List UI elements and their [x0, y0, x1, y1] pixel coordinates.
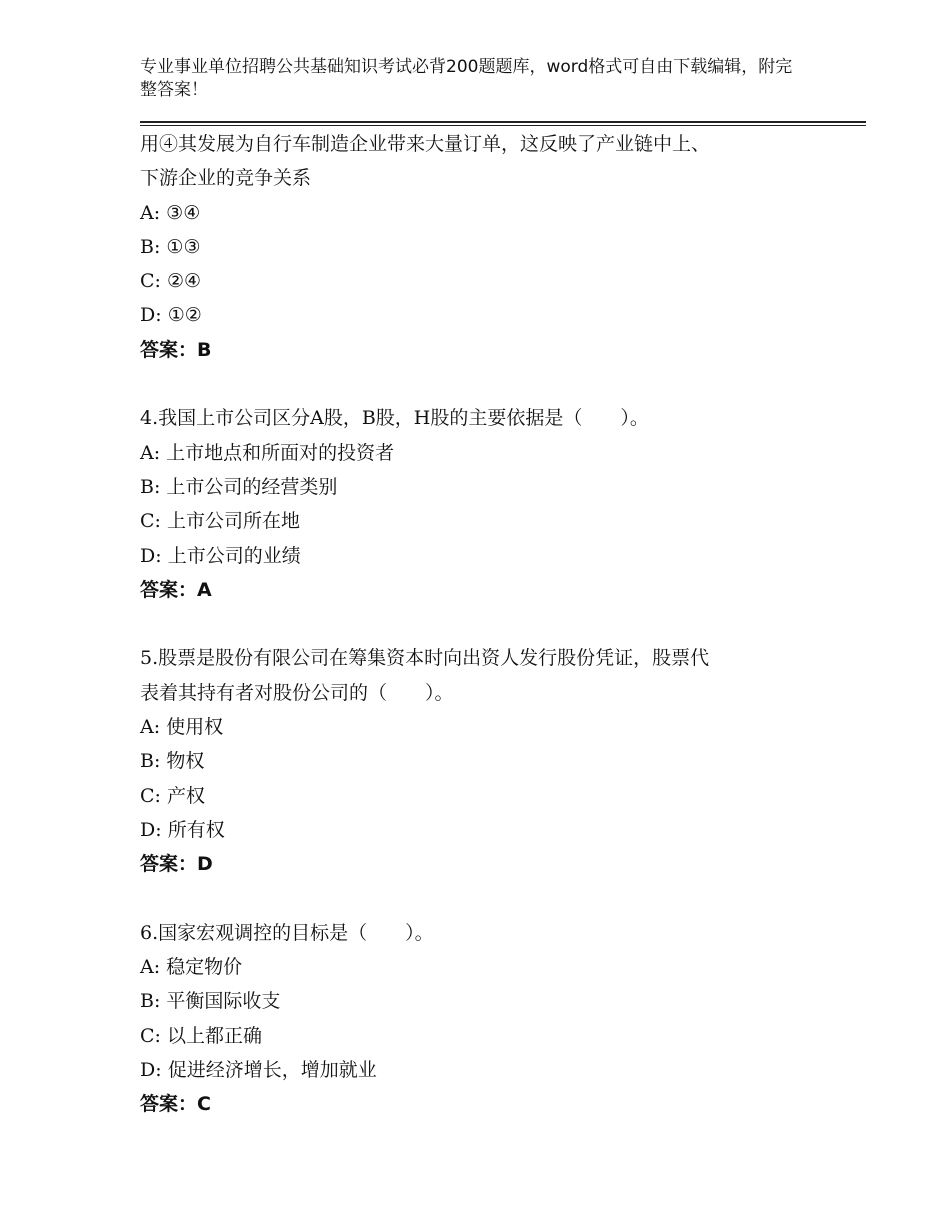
question-6-option-d [140, 1053, 840, 1087]
question-3-text-line-1: 用④其发展为自行车制造企业带来大量订单，这反映了产业链中上、 [140, 133, 711, 155]
option-text: 物权 [166, 750, 205, 773]
option-label: A: [140, 716, 161, 739]
option-label: C: [140, 1024, 161, 1047]
option-text: 上市公司的经营类别 [166, 475, 338, 498]
question-6-answer: 答案：C [140, 1093, 211, 1116]
option-label: B: [140, 990, 161, 1013]
option-label: B: [140, 475, 161, 498]
option-label: A: [140, 201, 161, 224]
option-label: C: [140, 784, 161, 807]
question-3-option-c [140, 264, 840, 298]
question-3-option-b [140, 230, 840, 264]
option-label: C: [140, 270, 161, 293]
option-label: D: [140, 818, 162, 841]
question-5-text-line-1: 5.股票是股份有限公司在筹集资本时向出资人发行股份凭证，股票代 [140, 647, 710, 670]
option-label: A: [140, 956, 161, 979]
option-label: B: [140, 235, 161, 258]
question-6-option-b [140, 984, 840, 1018]
question-3-answer: 答案：B [140, 338, 212, 361]
question-4-answer: 答案：A [140, 578, 212, 601]
option-label: D: [140, 544, 162, 567]
option-text: ①② [167, 304, 202, 327]
header-rule-thin [140, 125, 866, 126]
question-4-option-b [140, 470, 840, 504]
question-5-text-line-2: 表着其持有者对股份公司的（ ）。 [140, 681, 454, 704]
question-5-option-d [140, 813, 840, 847]
option-text: 以上都正确 [167, 1024, 263, 1047]
question-4-option-d [140, 539, 840, 573]
spacer [140, 882, 840, 916]
question-list [140, 127, 840, 1122]
question-5-answer: 答案：D [140, 853, 213, 876]
question-4-option-c [140, 504, 840, 538]
option-text: ③④ [166, 201, 201, 224]
document-header: 专业事业单位招聘公共基础知识考试必背200题题库，word格式可自由下载编辑，附完整答案！ [140, 57, 793, 100]
option-text: 使用权 [166, 716, 224, 739]
question-3-option-d [140, 298, 840, 332]
question-6-option-c [140, 1019, 840, 1053]
question-6 [140, 916, 840, 1122]
question-3 [140, 127, 840, 367]
header-rule-thick [140, 121, 866, 123]
option-text: 平衡国际收支 [166, 990, 281, 1013]
option-text: 稳定物价 [166, 956, 243, 979]
question-3-option-a [140, 196, 840, 230]
question-5 [140, 641, 840, 881]
option-text: 上市公司的业绩 [167, 544, 301, 567]
option-label: A: [140, 441, 161, 464]
question-5-option-b [140, 744, 840, 778]
question-5-option-a [140, 710, 840, 744]
option-text: 所有权 [167, 818, 225, 841]
option-text: ①③ [166, 235, 201, 258]
question-4 [140, 401, 840, 607]
question-6-option-a [140, 950, 840, 984]
option-label: B: [140, 750, 161, 773]
option-label: D: [140, 1059, 162, 1082]
question-6-text-line-1: 6.国家宏观调控的目标是（ ）。 [140, 921, 434, 944]
option-text: 上市公司所在地 [167, 510, 301, 533]
option-text: 产权 [167, 784, 206, 807]
question-3-text-line-2: 下游企业的竞争关系 [140, 167, 312, 190]
option-text: 上市地点和所面对的投资者 [166, 441, 395, 464]
spacer [140, 607, 840, 641]
option-text: 促进经济增长，增加就业 [167, 1059, 377, 1082]
option-text: ②④ [167, 270, 202, 293]
question-4-text-line-1: 4.我国上市公司区分A股，B股，H股的主要依据是（ ）。 [140, 407, 649, 430]
question-5-option-c [140, 779, 840, 813]
question-4-option-a [140, 436, 840, 470]
spacer [140, 367, 840, 401]
option-label: D: [140, 304, 162, 327]
option-label: C: [140, 510, 161, 533]
